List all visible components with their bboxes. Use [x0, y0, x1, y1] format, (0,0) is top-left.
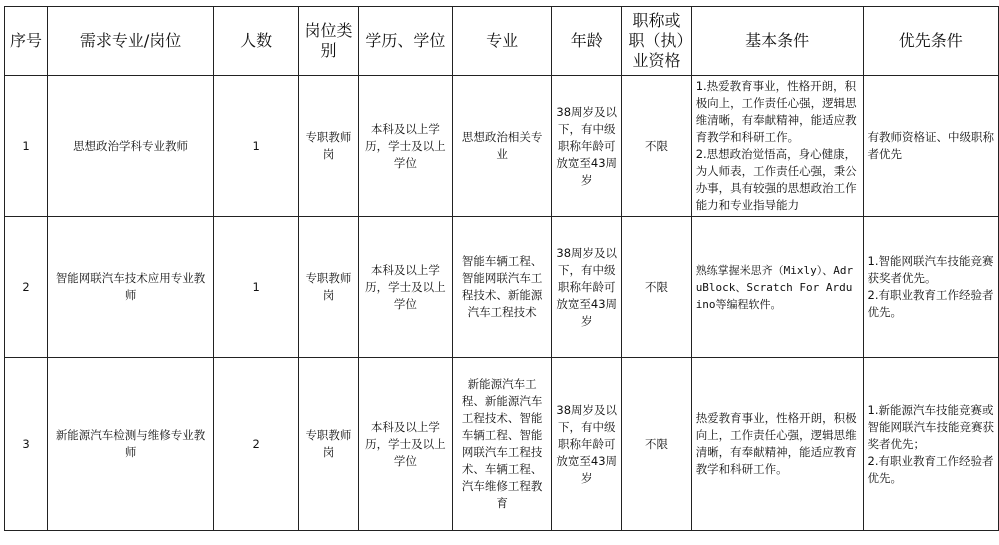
basic-line: 熟练掌握米思齐（Mixly）、AdruBlock、Scratch For Arduino等编程软件。 [695, 263, 854, 311]
header-seq: 序号 [5, 7, 48, 76]
cell-basic [691, 358, 863, 531]
header-row [5, 7, 999, 76]
cell-count: 1 [214, 76, 299, 217]
basic-line: 2.思想政治觉悟高，身心健康，为人师表，工作责任心强，秉公办事，具有较强的思想政治工作能力和专业指导能力 [695, 147, 857, 212]
priority-line: 1.智能网联汽车技能竞赛获奖者优先。 [867, 254, 994, 285]
header-age: 年龄 [552, 7, 622, 76]
cell-major: 智能车辆工程、智能网联汽车工程技术、新能源汽车工程技术 [453, 217, 552, 358]
cell-education: 本科及以上学历，学士及以上学位 [358, 217, 453, 358]
header-basic: 基本条件 [691, 7, 863, 76]
cell-title: 不限 [622, 76, 691, 217]
cell-count: 1 [214, 217, 299, 358]
table-row [5, 217, 999, 358]
cell-position: 智能网联汽车技术应用专业教师 [48, 217, 214, 358]
cell-count: 2 [214, 358, 299, 531]
priority-line: 2.有职业教育工作经验者优先。 [867, 288, 994, 319]
cell-age: 38周岁及以下，有中级职称年龄可放宽至43周岁 [552, 76, 622, 217]
priority-line: 2.有职业教育工作经验者优先。 [867, 453, 994, 485]
cell-basic [691, 217, 863, 358]
cell-seq: 1 [5, 76, 48, 217]
cell-education: 本科及以上学历，学士及以上学位 [358, 76, 453, 217]
basic-line: 热爱教育事业，性格开朗，积极向上，工作责任心强，逻辑思维清晰，有奉献精神，能适应教育教学和科研工作。 [695, 411, 857, 476]
table-row [5, 358, 999, 531]
cell-basic [691, 76, 863, 217]
cell-title: 不限 [622, 217, 691, 358]
cell-major: 思想政治相关专业 [453, 76, 552, 217]
header-education: 学历、学位 [358, 7, 453, 76]
cell-category: 专职教师岗 [299, 217, 358, 358]
cell-priority [863, 358, 999, 531]
priority-line: 有教师资格证、中级职称者优先 [867, 130, 994, 161]
cell-title: 不限 [622, 358, 691, 531]
basic-line: 1.热爱教育事业，性格开朗，积极向上，工作责任心强，逻辑思维清晰，有奉献精神，能适应教育教学和科研工作。 [695, 79, 857, 144]
cell-seq: 2 [5, 217, 48, 358]
cell-priority [863, 76, 999, 217]
table-row [5, 76, 999, 217]
cell-priority [863, 217, 999, 358]
header-title: 职称或职（执）业资格 [622, 7, 691, 76]
cell-category: 专职教师岗 [299, 358, 358, 531]
priority-line: 1.新能源汽车技能竞赛或智能网联汽车技能竞赛获奖者优先； [867, 402, 994, 451]
header-count: 人数 [214, 7, 299, 76]
header-category: 岗位类别 [299, 7, 358, 76]
cell-position: 新能源汽车检测与维修专业教师 [48, 358, 214, 531]
recruitment-table [4, 6, 999, 531]
cell-age: 38周岁及以下，有中级职称年龄可放宽至43周岁 [552, 217, 622, 358]
header-major: 专业 [453, 7, 552, 76]
cell-category: 专职教师岗 [299, 76, 358, 217]
cell-age: 38周岁及以下，有中级职称年龄可放宽至43周岁 [552, 358, 622, 531]
cell-education: 本科及以上学历，学士及以上学位 [358, 358, 453, 531]
cell-major: 新能源汽车工程、新能源汽车工程技术、智能车辆工程、智能网联汽车工程技术、车辆工程、汽车维修工程教育 [453, 358, 552, 531]
header-position: 需求专业/岗位 [48, 7, 214, 76]
recruitment-table-page [4, 6, 999, 531]
header-priority: 优先条件 [863, 7, 999, 76]
cell-position: 思想政治学科专业教师 [48, 76, 214, 217]
cell-seq: 3 [5, 358, 48, 531]
